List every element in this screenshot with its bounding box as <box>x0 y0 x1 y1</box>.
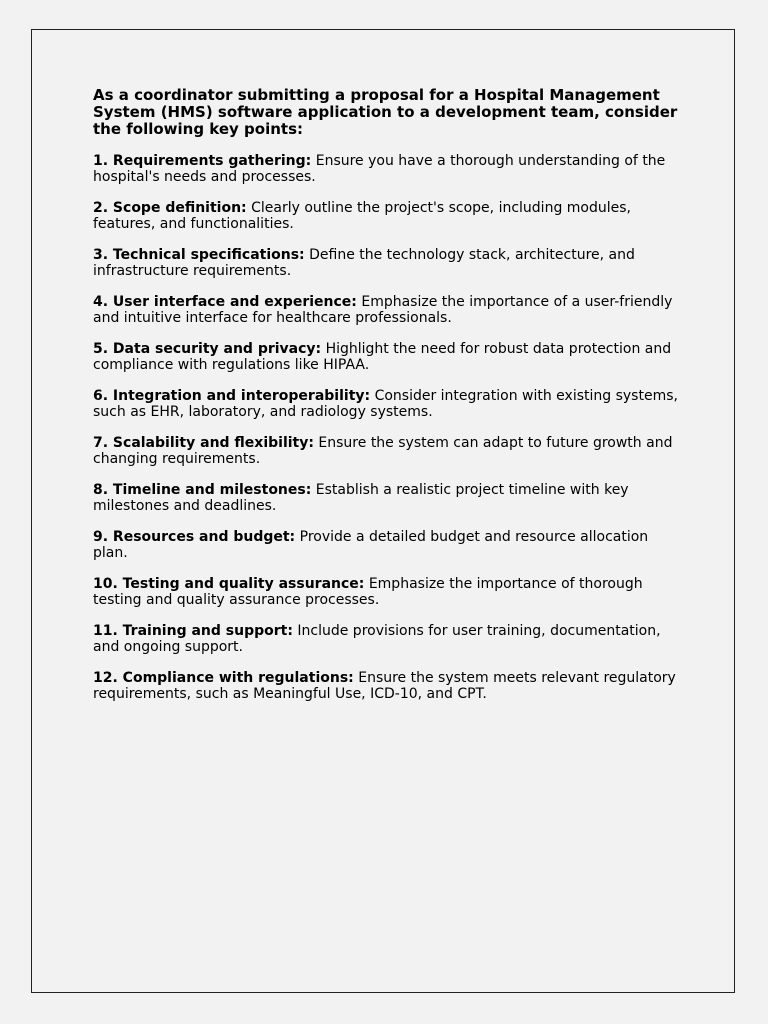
point-technical-specifications <box>93 247 683 279</box>
point-text: Consider integration with existing systems, such as EHR, laboratory, and radiology systems. <box>93 388 678 420</box>
point-label: 11. Training and support: <box>93 623 293 639</box>
point-testing <box>93 576 683 608</box>
point-data-security <box>93 341 683 373</box>
point-requirements-gathering <box>93 153 683 185</box>
point-integration <box>93 388 683 420</box>
point-compliance <box>93 670 683 702</box>
point-label: 3. Technical specifications: <box>93 247 305 263</box>
point-text: Establish a realistic project timeline with key milestones and deadlines. <box>93 482 629 514</box>
point-text: Emphasize the importance of thorough testing and quality assurance processes. <box>93 576 643 608</box>
document-body <box>93 87 683 717</box>
point-label: 8. Timeline and milestones: <box>93 482 312 498</box>
point-text: Highlight the need for robust data protection and compliance with regulations like HIPAA. <box>93 341 672 373</box>
point-timeline <box>93 482 683 514</box>
point-scope-definition <box>93 200 683 232</box>
point-text: Clearly outline the project's scope, including modules, features, and functionalities. <box>93 200 631 232</box>
point-text: Include provisions for user training, documentation, and ongoing support. <box>93 623 661 655</box>
point-label: 6. Integration and interoperability: <box>93 388 371 404</box>
point-text: Ensure you have a thorough understanding of the hospital's needs and processes. <box>93 153 666 185</box>
point-label: 4. User interface and experience: <box>93 294 357 310</box>
point-label: 1. Requirements gathering: <box>93 153 312 169</box>
point-label: 2. Scope definition: <box>93 200 247 216</box>
point-label: 10. Testing and quality assurance: <box>93 576 365 592</box>
point-text: Define the technology stack, architecture, and infrastructure requirements. <box>93 247 635 279</box>
point-text: Ensure the system meets relevant regulatory requirements, such as Meaningful Use, ICD-10, and CPT. <box>93 670 676 702</box>
document-heading: As a coordinator submitting a proposal for a Hospital Management System (HMS) software application to a development team, consider the following key points: <box>93 86 678 138</box>
point-user-interface <box>93 294 683 326</box>
point-label: 9. Resources and budget: <box>93 529 296 545</box>
point-text: Provide a detailed budget and resource allocation plan. <box>93 529 649 561</box>
point-label: 7. Scalability and flexibility: <box>93 435 314 451</box>
point-label: 5. Data security and privacy: <box>93 341 322 357</box>
point-training <box>93 623 683 655</box>
point-resources-budget <box>93 529 683 561</box>
point-text: Ensure the system can adapt to future growth and changing requirements. <box>93 435 673 467</box>
point-text: Emphasize the importance of a user-friendly and intuitive interface for healthcare professionals. <box>93 294 673 326</box>
point-label: 12. Compliance with regulations: <box>93 670 354 686</box>
point-scalability <box>93 435 683 467</box>
